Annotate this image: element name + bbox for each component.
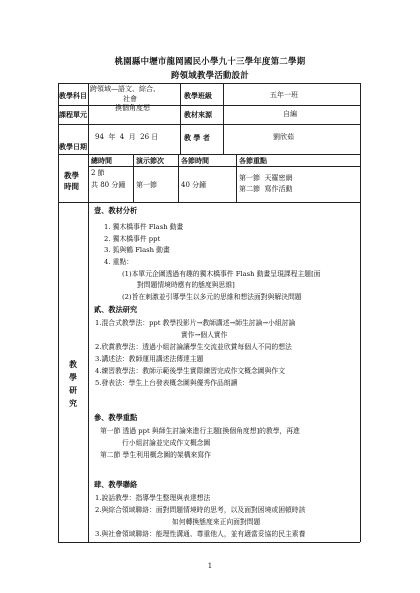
col-line-a: [88, 83, 89, 542]
unit-label: 課程單元: [59, 110, 87, 119]
col-line-e: [178, 154, 179, 202]
unit-value: 換個角度想: [115, 104, 150, 112]
col-line-d: [133, 154, 134, 202]
material-label: 教材來源: [184, 110, 212, 119]
focus-1: 第一節 天羅密網: [239, 174, 293, 182]
link-3: 3.與社會領域聯絡：能理性溝通、尊重他人，並有適當妥協的民主素養: [95, 530, 306, 538]
material-item-4: 4. 重點：: [104, 258, 134, 266]
link-2: 2.與綜合領域聯絡：面對問題情境時的思考，以及面對困境或困頓時該: [95, 506, 306, 514]
document-title: 跨領域教學活動設計: [170, 70, 250, 80]
side-char-2: 學: [69, 373, 77, 382]
table-border-left: [58, 83, 59, 542]
focus-2: 第二節 寫作活動: [239, 185, 293, 193]
method-1-cont: 實作→個人實作: [181, 331, 228, 339]
col-line-c: [223, 83, 224, 154]
method-2: 2.欣賞教學法：透過小組討論讓學生交流並欣賞每個人不同的想法: [95, 343, 292, 351]
subject-label: 教學科目: [59, 91, 87, 100]
table-border-top: [58, 83, 360, 84]
teacher-label: 教 學 者: [184, 133, 210, 142]
key-point-2: (2)旨在刺激並引導學生以多元的思維和想法面對與解決問題: [122, 293, 302, 301]
section-material-analysis: 壹、教材分析: [94, 206, 138, 215]
header-focus: 各節重點: [239, 156, 267, 165]
method-4: 4.練習教學法：教師示範後學生實際練習完成作文概念圖與作文: [95, 367, 285, 375]
total-time-2: 共 80 分鐘: [91, 181, 126, 189]
link-2-cont: 如何轉換態度來正向面對問題: [172, 518, 261, 526]
method-3: 3.講述法：教師運用講述法傳達主題: [95, 355, 204, 363]
row-line-3: [58, 154, 360, 155]
method-1: 1.混合式教學法：ppt 教學投影片→教師講述→師生討論→小組討論: [95, 319, 296, 327]
side-char-1: 教: [69, 360, 77, 369]
section-teaching-focus: 參、教學重點: [94, 413, 138, 422]
time-label-2: 時間: [64, 182, 79, 191]
material-item-3: 3. 狐與鶴 Flash 動畫: [104, 246, 170, 254]
row-line-1: [58, 105, 360, 106]
section-teaching-links: 肆、教學聯絡: [94, 480, 138, 489]
subject-value-1: 跨領域—語文、綜合、: [90, 85, 160, 93]
side-char-4: 究: [69, 399, 77, 408]
page-number: 1: [207, 562, 213, 570]
header-lessons: 演示節次: [136, 156, 164, 165]
col-line-f: [236, 154, 237, 202]
lesson-value: 第一節: [136, 181, 157, 189]
teaching-research-label: [66, 358, 80, 410]
date-value: 94 年 4 月 26 日: [95, 133, 159, 141]
section-teaching-methods: 貳、教法研究: [94, 305, 138, 314]
material-item-1: 1. 獨木橋事件 Flash 動畫: [104, 223, 184, 231]
focus-lesson-1-cont: 行小組討論並完成作文概念圖: [122, 439, 211, 447]
row-line-4: [58, 202, 360, 203]
focus-lesson-2: 第二節 學生利用概念圖的架構來寫作: [100, 451, 211, 459]
school-title: 桃園縣中壢市龍岡國民小學九十三學年度第二學期: [114, 56, 306, 66]
row-line-2: [58, 124, 360, 125]
class-label: 教學班級: [184, 91, 212, 100]
time-header-line: [88, 166, 360, 167]
method-5: 5.發表法：學生上台發表概念圖與優秀作品朗讀: [95, 379, 238, 387]
material-item-2: 2. 獨木橋事件 ppt: [104, 235, 161, 243]
subject-value-2: 社會: [123, 95, 137, 103]
table-border-right: [360, 83, 361, 542]
class-value: 五年一班: [270, 91, 298, 99]
total-time-1: 2 節: [91, 169, 105, 177]
side-char-3: 研: [69, 386, 77, 395]
time-label-1: 教學: [64, 171, 79, 180]
key-point-1a: (1)本單元企圖透過有趣的獨木橋事件 Flash 動畫呈現課程主題[面: [122, 270, 321, 278]
material-value: 自編: [283, 110, 297, 118]
link-1: 1.說話教學：指導學生整理與表達想法: [95, 494, 211, 502]
table-border-bottom: [58, 542, 360, 543]
header-total-time: 總時間: [91, 156, 112, 165]
teacher-value: 劉欣茹: [273, 133, 294, 141]
key-point-1b: 對問題情境時應有的態度與思維]: [137, 281, 235, 289]
date-label: 教學日期: [59, 142, 87, 151]
each-time-value: 40 分鐘: [181, 181, 207, 189]
header-each-time: 各節時間: [181, 156, 209, 165]
focus-lesson-1: 第一節 透過 ppt 與師生討論來進行主題[換個角度想]的教學，再進: [100, 427, 300, 435]
col-line-b: [180, 83, 181, 154]
